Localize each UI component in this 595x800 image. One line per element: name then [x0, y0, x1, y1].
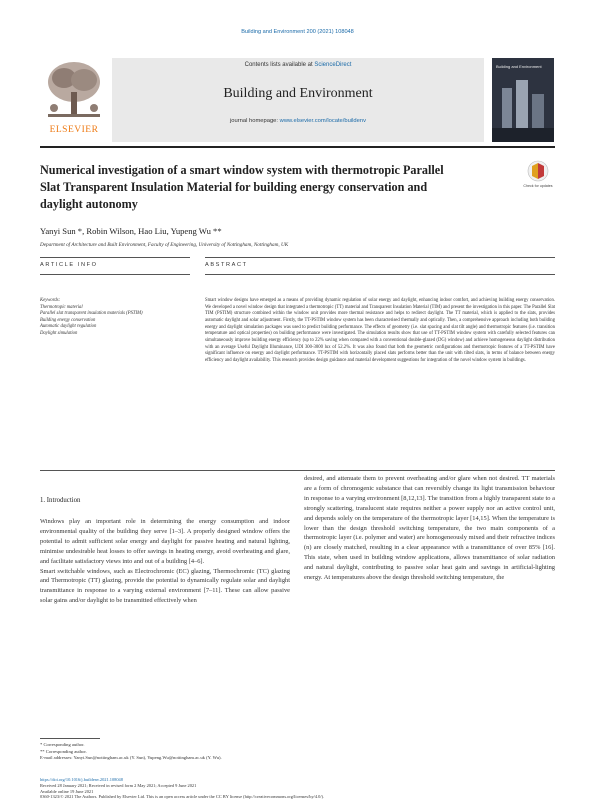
cover-image-icon	[492, 58, 554, 142]
publisher-wordmark: ELSEVIER	[49, 125, 99, 135]
footnote-rule	[40, 738, 100, 739]
elsevier-tree-logo[interactable]	[40, 58, 108, 142]
homepage-prefix: journal homepage:	[229, 118, 279, 124]
footnote-2: ** Corresponding author.	[40, 748, 87, 754]
intro-left-column: Windows play an important role in determining the energy consumption and indoor environmental quality of the building they serve [1–3]. A properly designed window offers the potential to admit sufficient solar energy and daylight for passive heating and natural lighting, minimise undesirable heat losses to offer savings in heating energy, avoid overheating and glare, and facilitate satisfactory views into and out of a building [4–6]. Smart switchable windows, such as Electrochromic (EC) glazing, Thermochromic (TC) glazing and Thermotropic (TT) glazing, provide the potential to dynamically regulate solar and daylight transmittance in response to a varying external environment [7–11]. These can allow passive solar gains and/or daylight to be transmitted effectively when	[40, 518, 290, 605]
contents-line	[112, 62, 484, 68]
footnote-1: * Corresponding author.	[40, 742, 85, 747]
check-for-updates-button[interactable]	[522, 160, 554, 198]
keyword-item: Building energy conservation	[40, 317, 96, 323]
abstract-heading: ABSTRACT	[205, 262, 248, 268]
journal-cover[interactable]	[492, 58, 554, 142]
journal-reference[interactable]: Building and Environment 200 (2021) 108048	[241, 29, 354, 35]
homepage-link[interactable]: www.elsevier.com/locate/buildenv	[279, 118, 366, 124]
keyword-item: Parallel slat transparent insulation materials (PSTIM)	[40, 311, 143, 317]
abstract-text: Smart window designs have emerged as a means of providing dynamic regulation of solar energy and daylight, enhancing indoor comfort, and achieving building energy conservation. We developed a novel window design that integrated a thermotropic (TT) material and Transparent Insulation Material (TIM) and present the investigation in this paper. The Parallel Slat TIM (PSTIM) structure combined within the window unit provides more thermal resistance and helps to redirect daylight. The TT material, which is applied to the slats, provides automatic daylight and solar adjustment. Firstly, the TT-PSTIM window system has been characterised thermally and optically. Then, a comprehensive approach including both building energy and daylight simulation packages was used to predict building performance. The effects of geometry (i.e. slat spacing and slat tilt angle) and thermotropic features (i.e. transition temperature and optical properties) on building performance were investigated. The simulation results show that use of TT-PSTIM window system with carefully selected features can simultaneously improve building energy efficiency (up to 22% saving when compared with a conventional double-glazed (DG) window) and achieve homogeneous daylight distribution with an average Useful Daylight Illuminance, UDI 300-3000 lux of 52.2%. It was also found that both the geometric configurations and thermotropic features of a TT-PSTIM have significant influence on energy and daylight performance. TT-PSTIM with horizontally placed slats performs better than the unit with tilted slats, in terms of balance between energy efficiency and daylight availability. This research provides design guidance and material development suggestions for integration of the novel window system in buildings.	[205, 298, 555, 363]
article-title: Numerical investigation of a smart window system with thermotropic Parallel Slat Transparent Insulation Material for building energy conservation and daylight autonomy	[40, 163, 444, 211]
abstract-bottom-rule	[205, 274, 555, 275]
introduction-heading: 1. Introduction	[40, 497, 81, 504]
doi-link[interactable]: https://doi.org/10.1016/j.buildenv.2021.108048	[40, 777, 123, 782]
keywords-block	[40, 298, 170, 338]
sciencedirect-link[interactable]: ScienceDirect	[314, 62, 352, 68]
info-bottom-rule	[40, 274, 190, 275]
homepage-line	[112, 118, 484, 124]
journal-name: Building and Environment	[223, 86, 373, 101]
contents-prefix: Contents lists available at	[244, 62, 313, 68]
affiliation: Department of Architecture and Built Environment, Faculty of Engineering, University of Nottingham, Nottingham, UK	[40, 242, 289, 248]
cover-title: Building and Environment	[496, 64, 542, 69]
license-line[interactable]: 0360-1323/© 2021 The Authors. Published by Elsevier Ltd. This is an open access article under the CC BY license (http://creativecommons.org/licenses/by/4.0/).	[40, 794, 325, 800]
keywords-title: Keywords:	[40, 298, 61, 303]
check-updates-icon	[522, 160, 554, 184]
author-list[interactable]: Yanyi Sun *, Robin Wilson, Hao Liu, Yupeng Wu **	[40, 226, 222, 236]
keyword-item: Thermotropic material	[40, 304, 83, 310]
footnotes	[40, 742, 340, 762]
intro-right-column: desired, and attenuate them to prevent overheating and/or glare when not desired. TT materials are a form of chromogenic substance that can reversibly change its light transmission behaviour in response to a varying environment [8,12,13]. The transition from a highly transparent state to a strongly scattering, translucent state requires neither a power supply nor an active control unit, and depends solely on the temperature of the thermotropic layer [14,15]. When the temperature is lower than the design threshold switching temperature, the two main components of a thermotropic layer (i.e. polymer and water) are homogeneously mixed and their refractive indices (n) are closely matched, resulting in a clear appearance with a transmittance of over 85% [16]. This state, when used in building window applications, allows transmittance of solar radiation and natural daylight, contributing to passive solar heat gain and savings in artificial-lighting energy. At temperatures above the design threshold switching temperature, the	[304, 475, 555, 582]
keyword-item: Daylight simulation	[40, 330, 78, 336]
article-info-heading: ARTICLE INFO	[40, 262, 98, 268]
abstract-top-rule	[205, 257, 555, 258]
abstract-end-rule	[40, 470, 555, 471]
journal-header	[40, 58, 555, 142]
keyword-item: Automatic daylight regulation	[40, 324, 97, 330]
info-top-rule	[40, 257, 190, 258]
doi-block	[40, 777, 560, 800]
received-dates: Received 28 January 2021; Received in revised form 2 May 2021; Accepted 9 June 2021	[40, 782, 197, 788]
check-updates-label: Check for updates	[523, 184, 553, 188]
header-divider	[40, 146, 555, 148]
tree-icon	[40, 58, 108, 122]
footnote-email[interactable]: E-mail addresses: Yanyi.Sun@nottingham.ac.uk (Y. Sun), Yupeng.Wu@nottingham.ac.uk (Y. Wu).	[40, 755, 222, 761]
available-online: Available online 19 June 2021	[40, 788, 94, 794]
